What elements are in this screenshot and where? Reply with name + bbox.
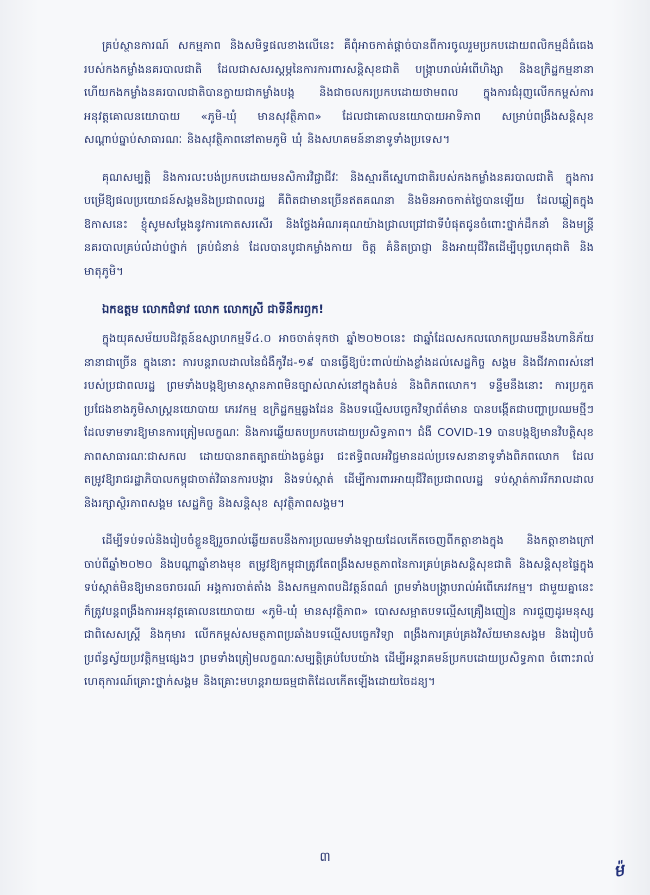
page-number: ៣ — [319, 850, 331, 865]
paragraph-2: គុណសម្បត្តិ និងការលះបង់ប្រកបដោយមនសិការវិជ្ជាជីវៈ និងស្មារតីស្នេហាជាតិរបស់កងកម្លាំងនគរបាលជាតិ ក្នុងការបម្រើឱ្យផលប្រយោជន៍សង្គមនិងប្រជាពលរដ្ឋ គឺពិតជាមានច្រើនឥតគណនា និងមិនអាចកាត់ថ្លៃបានឡើយ ដែលឆ្លៀតក្នុងឱកាសនេះ ខ្ញុំសូមសម្តែងនូវការកោតសរសើរ និងថ្លែងអំណរគុណយ៉ាងជ្រាលជ្រៅជាទីបំផុតជូនចំពោះថ្នាក់ដឹកនាំ និងមន្ត្រីនគរបាលគ្រប់លំដាប់ថ្នាក់ គ្រប់ជំនាន់ ដែលបានបូជាកម្លាំងកាយ ចិត្ត គំនិតប្រាជ្ញា និងអាយុជីវិតដើម្បីបុព្វហេតុជាតិ និងមាតុភូមិ។ — [84, 170, 594, 278]
paragraph-4: ដើម្បីទប់ទល់និងរៀបចំខ្លួនឱ្យរួចរាល់ឆ្លើយតបនឹងការប្រឈមទាំងឡាយដែលកើតចេញពីកត្តាខាងក្នុង និងកត្តាខាងក្រៅ ចាប់ពីឆ្នាំ២០២០ និងបណ្តាឆ្នាំខាងមុខ តម្រូវឱ្យកម្ពុជាត្រូវតែពង្រឹងសមត្ថភាពនៃការគ្រប់គ្រងសន្តិសុខជាតិ និងសន្តិសុខផ្ទៃក្នុង ទប់ស្កាត់មិនឱ្យមានចរាចរណ៍ អង្គការចាត់តាំង និងសកម្មភាពបដិវត្តន៍ពណ៌ ព្រមទាំងបង្ក្រាបរាល់អំពើភេរវកម្ម។ ជាមួយគ្នានេះ ក៏ត្រូវបន្តពង្រឹងការអនុវត្តគោលនយោបាយ «ភូមិ-ឃុំ មានសុវត្ថិភាព» បោសសម្អាតបទល្មើសគ្រឿងញៀន ការជួញដូរមនុស្ស ជាពិសេសស្ត្រី និងកុមារ លើកកម្ពស់សមត្ថភាពប្រឆាំងបទល្មើសបច្ចេកវិទ្យា ពង្រឹងការគ្រប់គ្រងវិស័យមានសង្គម និងរៀបចំប្រព័ន្ធស្វ័យប្រវត្តិកម្មផ្សេងៗ ព្រមទាំងត្រៀមលក្ខណៈសម្បត្តិគ្រប់បែបយ៉ាង ដើម្បីអន្តរាគមន៍ប្រកបដោយប្រសិទ្ធភាព ចំពោះរាល់ហេតុការណ៍គ្រោះថ្នាក់សង្គម និងគ្រោះមហន្តរាយធម្មជាតិដែលកើតឡើងដោយចៃដន្យ។ — [84, 534, 594, 688]
document-body — [84, 34, 594, 708]
handwritten-initial: ម៉ — [611, 860, 626, 881]
paragraph-3: ក្នុងយុគសម័យបដិវត្តន៍ឧស្សាហកម្មទី៤.០ អាចចាត់ទុកថា ឆ្នាំ២០២០នេះ ជាឆ្នាំដែលសកលលោកប្រឈមនឹងហានិភ័យនានាជាច្រើន ក្នុងនោះ ការបន្តរាលដាលនៃជំងឺកូវីដ-១៩ បានធ្វើឱ្យប៉ះពាល់យ៉ាងខ្លាំងដល់សេដ្ឋកិច្ច សង្គម និងជីវភាពរស់នៅរបស់ប្រជាពលរដ្ឋ ព្រមទាំងបង្កឱ្យមានស្ថានភាពមិនច្បាស់លាស់នៅក្នុងតំបន់ និងពិភពលោក។ ទន្ទឹមនឹងនោះ ការប្រកួតប្រជែងខាងភូមិសាស្ត្រនយោបាយ ភេរវកម្ម ឧក្រិដ្ឋកម្មឆ្លងដែន និងបទល្មើសបច្ចេកវិទ្យាព័ត៌មាន បានបង្កើតជាបញ្ហាប្រឈមថ្មីៗ ដែលទាមទារឱ្យមានការត្រៀមលក្ខណៈ និងការឆ្លើយតបប្រកបដោយប្រសិទ្ធភាព។ ជំងឺ COVID-19 បានបង្កឱ្យមានវិបត្តិសុខភាពសាធារណៈជាសកល ដោយបានរាតត្បាតយ៉ាងធ្ងន់ធ្ងរ ជះឥទ្ធិពលអវិជ្ជមានដល់ប្រទេសនានាទូទាំងពិភពលោក ដែលតម្រូវឱ្យរាជរដ្ឋាភិបាលកម្ពុជាចាត់វិធានការបង្ការ និងទប់ស្កាត់ ដើម្បីការពារអាយុជីវិតប្រជាពលរដ្ឋ ទប់ស្កាត់ការរីករាលដាល និងរក្សាស្ថិរភាពសង្គម សេដ្ឋកិច្ច និងសន្តិសុខ សុវត្ថិភាពសង្គម។ — [84, 332, 594, 510]
paragraph-1: គ្រប់ស្ថានការណ៍ សកម្មភាព និងសមិទ្ធផលខាងលើនេះ គឺពុំអាចកាត់ផ្តាច់បានពីការចូលរួមប្រកបដោយពលិកម្មដ៏ធំធេងរបស់កងកម្លាំងនគរបាលជាតិ ដែលជាសសរស្តម្ភនៃការការពារសន្តិសុខជាតិ បង្ក្រាបរាល់អំពើហិង្សា និងឧក្រិដ្ឋកម្មនានា ហើយកងកម្លាំងនគរបាលជាតិបានក្លាយជាកម្លាំងបង្ក និងជាចលករប្រកបដោយថាមពល ក្នុងការជំរុញលើកកម្ពស់ការអនុវត្តគោលនយោបាយ «ភូមិ-ឃុំ មានសុវត្ថិភាព» ដែលជាគោលនយោបាយអាទិភាព សម្រាប់ពង្រឹងសន្តិសុខ សណ្តាប់ធ្នាប់សាធារណៈ និងសុវត្ថិភាពនៅតាមភូមិ ឃុំ និងសហគមន៍នានាទូទាំងប្រទេស។ — [84, 39, 594, 146]
salutation: ឯកឧត្តម លោកជំទាវ លោក លោកស្រី ជាទីនឹករឭក! — [102, 302, 324, 316]
